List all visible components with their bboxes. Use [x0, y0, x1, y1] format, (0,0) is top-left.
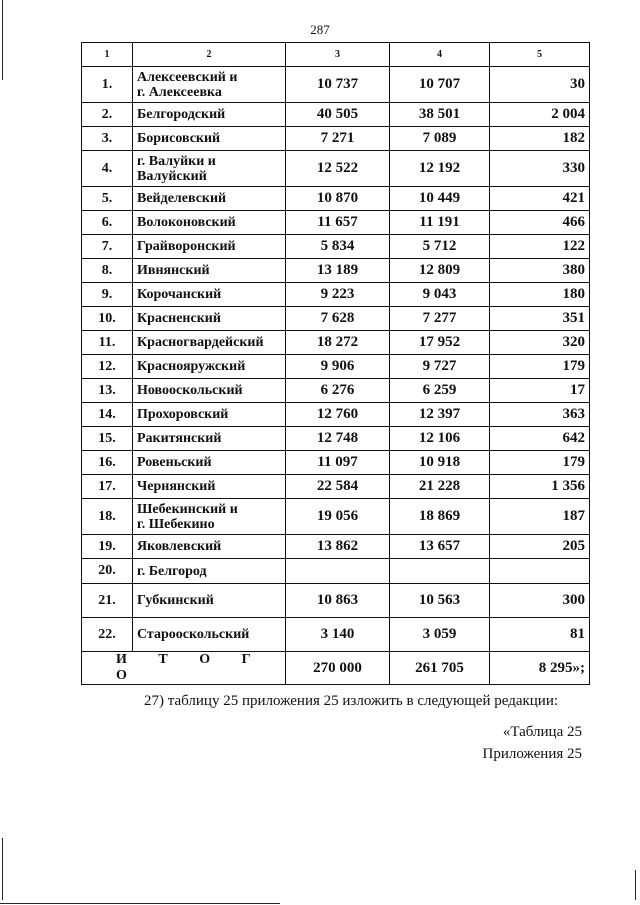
district-name-line: Ивнянский: [137, 263, 210, 278]
col4-value: 12 106: [390, 427, 490, 451]
col3-value: 7 271: [286, 127, 390, 151]
district-name-line: Волоконовский: [137, 215, 236, 230]
district-name: [133, 127, 286, 151]
col3-value: 12 760: [286, 403, 390, 427]
total-label: И Т О Г О: [82, 652, 286, 685]
district-table: [81, 42, 590, 685]
district-name-line: Ракитянский: [137, 431, 222, 446]
table-row: [82, 187, 590, 211]
col5-value: 179: [490, 451, 590, 475]
district-name: [133, 584, 286, 618]
page-edge-mark: [2, 0, 3, 80]
district-name-line: Вейделевский: [137, 191, 227, 206]
table-row: [82, 499, 590, 535]
table-row: [82, 283, 590, 307]
row-number: 22.: [82, 618, 133, 652]
col4-value: 3 059: [390, 618, 490, 652]
header-cell: 5: [490, 43, 590, 67]
col5-value: 351: [490, 307, 590, 331]
col4-value: 18 869: [390, 499, 490, 535]
district-name-line: Краснояружский: [137, 359, 246, 374]
col4-value: 12 397: [390, 403, 490, 427]
total-col4: 261 705: [390, 652, 490, 685]
col3-value: 9 906: [286, 355, 390, 379]
col3-value: 11 657: [286, 211, 390, 235]
col3-value: 40 505: [286, 103, 390, 127]
table-header-row: [82, 43, 590, 67]
row-number: 16.: [82, 451, 133, 475]
total-col3: 270 000: [286, 652, 390, 685]
col3-value: 10 863: [286, 584, 390, 618]
col4-value: 11 191: [390, 211, 490, 235]
col3-value: 12 748: [286, 427, 390, 451]
district-name-line: г. Алексеевка: [137, 84, 222, 100]
table-row: [82, 379, 590, 403]
col4-value: 5 712: [390, 235, 490, 259]
col4-value: 10 707: [390, 67, 490, 103]
district-name: [133, 379, 286, 403]
table-row: [82, 259, 590, 283]
row-number: 14.: [82, 403, 133, 427]
col4-value: 9 043: [390, 283, 490, 307]
col5-value: 205: [490, 535, 590, 559]
district-name: [133, 283, 286, 307]
appendix-caption: Приложения 25: [482, 746, 582, 762]
col4-value: 10 918: [390, 451, 490, 475]
row-number: 18.: [82, 499, 133, 535]
row-number: 10.: [82, 307, 133, 331]
district-name-line: Белгородский: [137, 107, 226, 122]
col3-value: 13 189: [286, 259, 390, 283]
table-row: [82, 559, 590, 584]
col3-value: 19 056: [286, 499, 390, 535]
district-name-line: Красненский: [137, 311, 221, 326]
district-name-line: Старооскольский: [137, 627, 250, 642]
col5-value: 30: [490, 67, 590, 103]
district-name-line: Алексеевский и: [137, 69, 238, 85]
district-name: [133, 403, 286, 427]
col3-value: 10 870: [286, 187, 390, 211]
row-number: 11.: [82, 331, 133, 355]
col3-value: 3 140: [286, 618, 390, 652]
col4-value: [390, 559, 490, 584]
row-number: 9.: [82, 283, 133, 307]
district-name-line: Яковлевский: [137, 539, 222, 554]
district-name: [133, 67, 286, 103]
col5-value: 300: [490, 584, 590, 618]
table-row: [82, 151, 590, 187]
table-body: [82, 67, 590, 652]
amendment-paragraph: 27) таблицу 25 приложения 25 изложить в следующей редакции:: [144, 693, 559, 709]
row-number: 6.: [82, 211, 133, 235]
row-number: 1.: [82, 67, 133, 103]
col4-value: 13 657: [390, 535, 490, 559]
table-row: [82, 67, 590, 103]
col5-value: 363: [490, 403, 590, 427]
header-cell: 4: [390, 43, 490, 67]
district-name: [133, 259, 286, 283]
col3-value: 18 272: [286, 331, 390, 355]
col4-value: 10 449: [390, 187, 490, 211]
district-name-line: Ровеньский: [137, 455, 212, 470]
district-name-line: Губкинский: [137, 593, 214, 608]
district-name: [133, 187, 286, 211]
row-number: 13.: [82, 379, 133, 403]
col5-value: 1 356: [490, 475, 590, 499]
col3-value: 7 628: [286, 307, 390, 331]
district-name-line: Грайворонский: [137, 239, 236, 254]
table-row: [82, 307, 590, 331]
row-number: 2.: [82, 103, 133, 127]
page-edge-mark: [635, 870, 636, 900]
row-number: 15.: [82, 427, 133, 451]
col5-value: 466: [490, 211, 590, 235]
col4-value: 9 727: [390, 355, 490, 379]
col3-value: 11 097: [286, 451, 390, 475]
row-number: 3.: [82, 127, 133, 151]
district-name-line: г. Шебекино: [137, 516, 215, 532]
row-number: 20.: [82, 559, 133, 584]
col3-value: 12 522: [286, 151, 390, 187]
col5-value: [490, 559, 590, 584]
district-name-line: Борисовский: [137, 131, 221, 146]
col4-value: 10 563: [390, 584, 490, 618]
col5-value: 17: [490, 379, 590, 403]
col5-value: 421: [490, 187, 590, 211]
col3-value: 6 276: [286, 379, 390, 403]
district-name: [133, 331, 286, 355]
table-row: [82, 103, 590, 127]
col5-value: 180: [490, 283, 590, 307]
col5-value: 81: [490, 618, 590, 652]
district-name-line: Красногвардейский: [137, 335, 264, 350]
district-name: [133, 475, 286, 499]
district-name-line: Чернянский: [137, 479, 216, 494]
col5-value: 187: [490, 499, 590, 535]
table-row: [82, 355, 590, 379]
table-row: [82, 403, 590, 427]
district-name: [133, 618, 286, 652]
district-name-line: Шебекинский и: [137, 501, 238, 517]
col4-value: 21 228: [390, 475, 490, 499]
district-name-line: Прохоровский: [137, 407, 229, 422]
table-caption: «Таблица 25: [502, 724, 582, 740]
col5-value: 642: [490, 427, 590, 451]
row-number: 4.: [82, 151, 133, 187]
row-number: 12.: [82, 355, 133, 379]
district-name-line: Валуйский: [137, 168, 207, 184]
row-number: 21.: [82, 584, 133, 618]
total-col5: 8 295»;: [490, 652, 590, 685]
col5-value: 182: [490, 127, 590, 151]
row-number: 19.: [82, 535, 133, 559]
table-row: [82, 451, 590, 475]
district-name: [133, 211, 286, 235]
total-row: [82, 652, 590, 685]
col4-value: 17 952: [390, 331, 490, 355]
table-row: [82, 235, 590, 259]
district-name: [133, 535, 286, 559]
col5-value: 320: [490, 331, 590, 355]
col3-value: 10 737: [286, 67, 390, 103]
district-name: [133, 451, 286, 475]
col4-value: 7 277: [390, 307, 490, 331]
row-number: 7.: [82, 235, 133, 259]
table-row: [82, 331, 590, 355]
col5-value: 2 004: [490, 103, 590, 127]
district-name: [133, 235, 286, 259]
table-row: [82, 475, 590, 499]
district-name: [133, 355, 286, 379]
col4-value: 7 089: [390, 127, 490, 151]
table-row: [82, 535, 590, 559]
col4-value: 6 259: [390, 379, 490, 403]
district-name: [133, 559, 286, 584]
header-cell: 1: [82, 43, 133, 67]
col3-value: 5 834: [286, 235, 390, 259]
col5-value: 179: [490, 355, 590, 379]
col4-value: 12 809: [390, 259, 490, 283]
district-name: [133, 151, 286, 187]
col3-value: [286, 559, 390, 584]
page-edge-mark: [2, 838, 3, 900]
district-name-line: Новооскольский: [137, 383, 243, 398]
col4-value: 38 501: [390, 103, 490, 127]
district-name-line: Корочанский: [137, 287, 222, 302]
header-cell: 2: [133, 43, 286, 67]
header-cell: 3: [286, 43, 390, 67]
col5-value: 122: [490, 235, 590, 259]
district-name: [133, 103, 286, 127]
row-number: 8.: [82, 259, 133, 283]
table-row: [82, 584, 590, 618]
col4-value: 12 192: [390, 151, 490, 187]
district-name: [133, 427, 286, 451]
col5-value: 380: [490, 259, 590, 283]
col3-value: 9 223: [286, 283, 390, 307]
district-name: [133, 499, 286, 535]
table-row: [82, 618, 590, 652]
table-row: [82, 211, 590, 235]
district-name-line: г. Валуйки и: [137, 153, 216, 169]
row-number: 5.: [82, 187, 133, 211]
table-row: [82, 127, 590, 151]
page-number: 287: [310, 22, 330, 37]
district-name-line: г. Белгород: [137, 563, 207, 579]
bottom-rule: [0, 903, 280, 904]
col5-value: 330: [490, 151, 590, 187]
col3-value: 13 862: [286, 535, 390, 559]
district-name: [133, 307, 286, 331]
row-number: 17.: [82, 475, 133, 499]
table-row: [82, 427, 590, 451]
col3-value: 22 584: [286, 475, 390, 499]
